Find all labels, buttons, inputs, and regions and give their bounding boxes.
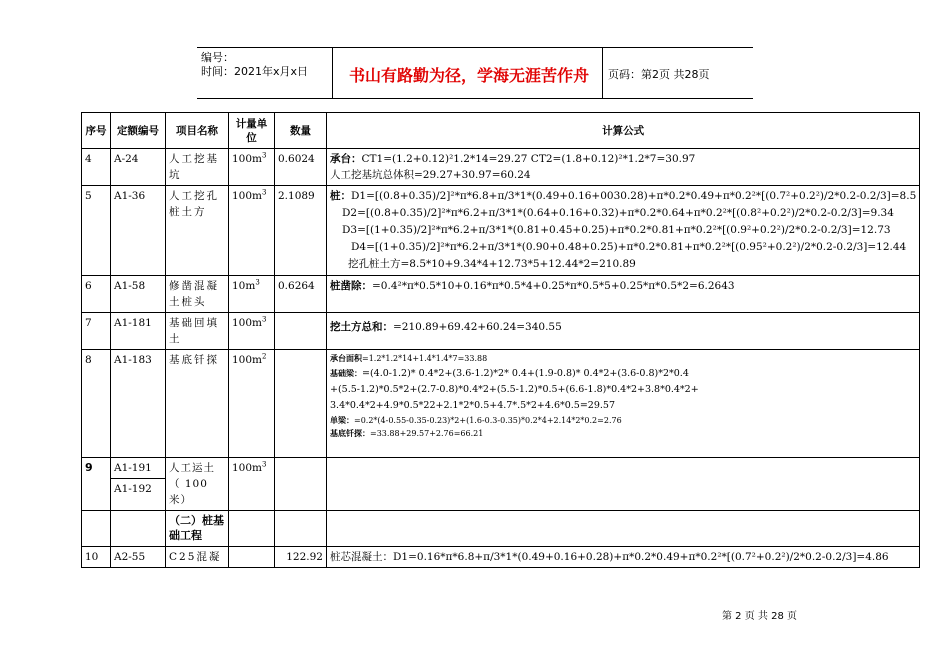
cell-formula: 桩：D1=[(0.8+0.35)/2]²*π*6.8+π/3*1*(0.49+0.16+0030.28)+π*0.2*0.49+π*0.2²*[(0.7²+0.2²)/2*0.2-0.2/3]=8.5 D2=[(0.8+0.35)/2]²*π*6.2+π/3*1*(0.64+0.16+0.32)+π*0.2*0.64+π*0.2²*[(0.8²+0.2²)/2*0.2-0.2/3]=9.34 D3=[(1+0.35)/2]²*π*6.2+π/3*1*(0.81+0.45+0.25)+π*0.2*0.81+π*0.2²*[(0.9²+0.2²)/2*0.2-0.2/3]=12.73 D4=[(1+0.35)/2]²*π*6.2+π/3*1*(0.90+0.48+0.25)+π*0.2*0.81+π*0.2²*[(0.95²+0.2²)/2*0.2-0.2/3]=12.44 挖孔桩土方=8.5*10+9.34*4+12.73*5+12.44*2=210.89 [327, 186, 920, 276]
cell-seq: 4 [82, 149, 111, 186]
table-row [82, 547, 920, 568]
cell-code: A1-181 [111, 313, 166, 350]
header-divider [602, 48, 603, 98]
cell-qty [275, 458, 327, 511]
cell-name: 基底钎探 [166, 350, 229, 458]
table-header-row [82, 113, 920, 149]
page-header [197, 47, 753, 99]
col-quota-no: 定额编号 [111, 113, 166, 149]
cell-code: A1-192 [111, 479, 166, 511]
header-divider [332, 48, 333, 98]
table-row [82, 186, 920, 276]
header-meta [201, 51, 308, 79]
time-label: 时间：2021年x月x日 [201, 65, 309, 78]
table-row [82, 313, 920, 350]
cell-formula: 挖土方总和：=210.89+69.42+60.24=340.55 [327, 313, 920, 350]
col-item-name: 项目名称 [166, 113, 229, 149]
col-seq: 序号 [82, 113, 111, 149]
cell-unit: $100m^3$ [229, 313, 275, 350]
cell-unit: $100m^3$ [229, 458, 275, 511]
col-quantity: 数量 [275, 113, 327, 149]
cell-name: 人工挖基坑 [166, 149, 229, 186]
cell-unit: $10m^3$ [229, 276, 275, 313]
cell-seq: 7 [82, 313, 111, 350]
quantity-table [81, 112, 920, 568]
section-title: （二）桩基础工程 [166, 511, 229, 547]
cell-seq: 9 [82, 458, 111, 511]
cell-formula: 桩凿除：=0.4²*π*0.5*10+0.16*π*0.5*4+0.25*π*0.5*5+0.25*π*0.5*2=6.2643 [327, 276, 920, 313]
page-footer: 第 2 页 共 28 页 [722, 611, 797, 622]
cell-seq: 6 [82, 276, 111, 313]
table-row [82, 511, 920, 547]
cell-name: 基础回填土 [166, 313, 229, 350]
col-unit: 计量单位 [229, 113, 275, 149]
cell-unit: $100m^3$ [229, 186, 275, 276]
cell-qty: 122.92 [275, 547, 327, 568]
cell-seq: 8 [82, 350, 111, 458]
cell-unit: $100m^3$ [229, 149, 275, 186]
table-row [82, 149, 920, 186]
cell-formula: 承台面积=1.2*1.2*14+1.4*1.4*7=33.88 基础梁：=(4.0-1.2)* 0.4*2+(3.6-1.2)*2* 0.4+(1.9-0.8)* 0.4*2+(3.6-0.8)*2*0.4 +(5.5-1.2)*0.5*2+(2.7-0.8)*0.4*2+(5.5-1.2)*0.5+(6.6-1.8)*0.4*2+3.8*0.4*2+ 3.4*0.4*2+4.9*0.5*22+2.1*2*0.5+4.7*.5*2+4.6*0.5=29.57 单梁：=0.2*(4-0.55-0.35-0.23)*2+(1.6-0.3-0.35)*0.2*4+2.14*2*0.2=2.76 基底钎探：=33.88+29.57+2.76=66.21 [327, 350, 920, 458]
number-label: 编号： [201, 51, 234, 64]
cell-name: 修凿混凝土桩头 [166, 276, 229, 313]
cell-name: C25混凝 [166, 547, 229, 568]
cell-seq: 5 [82, 186, 111, 276]
table-row [82, 458, 920, 479]
header-motto: 书山有路勤为径，学海无涯苦作舟 [348, 66, 589, 85]
cell-seq: 10 [82, 547, 111, 568]
cell-code: A1-183 [111, 350, 166, 458]
cell-qty [275, 313, 327, 350]
table-row [82, 276, 920, 313]
cell-qty: 0.6024 [275, 149, 327, 186]
cell-code: A-24 [111, 149, 166, 186]
cell-name: 人工运土 （ 100 米） [166, 458, 229, 511]
header-page-info: 页码：第2页 共28页 [608, 68, 710, 81]
cell-formula: 承台：CT1=(1.2+0.12)²1.2*14=29.27 CT2=(1.8+0.12)²*1.2*7=30.97 人工挖基坑总体积=29.27+30.97=60.24 [327, 149, 920, 186]
cell-unit: $100m^2$ [229, 350, 275, 458]
cell-unit [229, 547, 275, 568]
cell-code: A1-36 [111, 186, 166, 276]
col-formula: 计算公式 [327, 113, 920, 149]
cell-formula [327, 458, 920, 511]
table-row [82, 350, 920, 458]
cell-code: A1-191 [111, 458, 166, 479]
cell-qty: 0.6264 [275, 276, 327, 313]
cell-qty [275, 350, 327, 458]
cell-qty: 2.1089 [275, 186, 327, 276]
cell-name: 人工挖孔桩土方 [166, 186, 229, 276]
cell-code: A1-58 [111, 276, 166, 313]
cell-formula: 桩芯混凝土：D1=0.16*π*6.8+π/3*1*(0.49+0.16+0.28)+π*0.2*0.49+π*0.2²*[(0.7²+0.2²)/2*0.2-0.2/3]=4.86 [327, 547, 920, 568]
cell-code: A2-55 [111, 547, 166, 568]
